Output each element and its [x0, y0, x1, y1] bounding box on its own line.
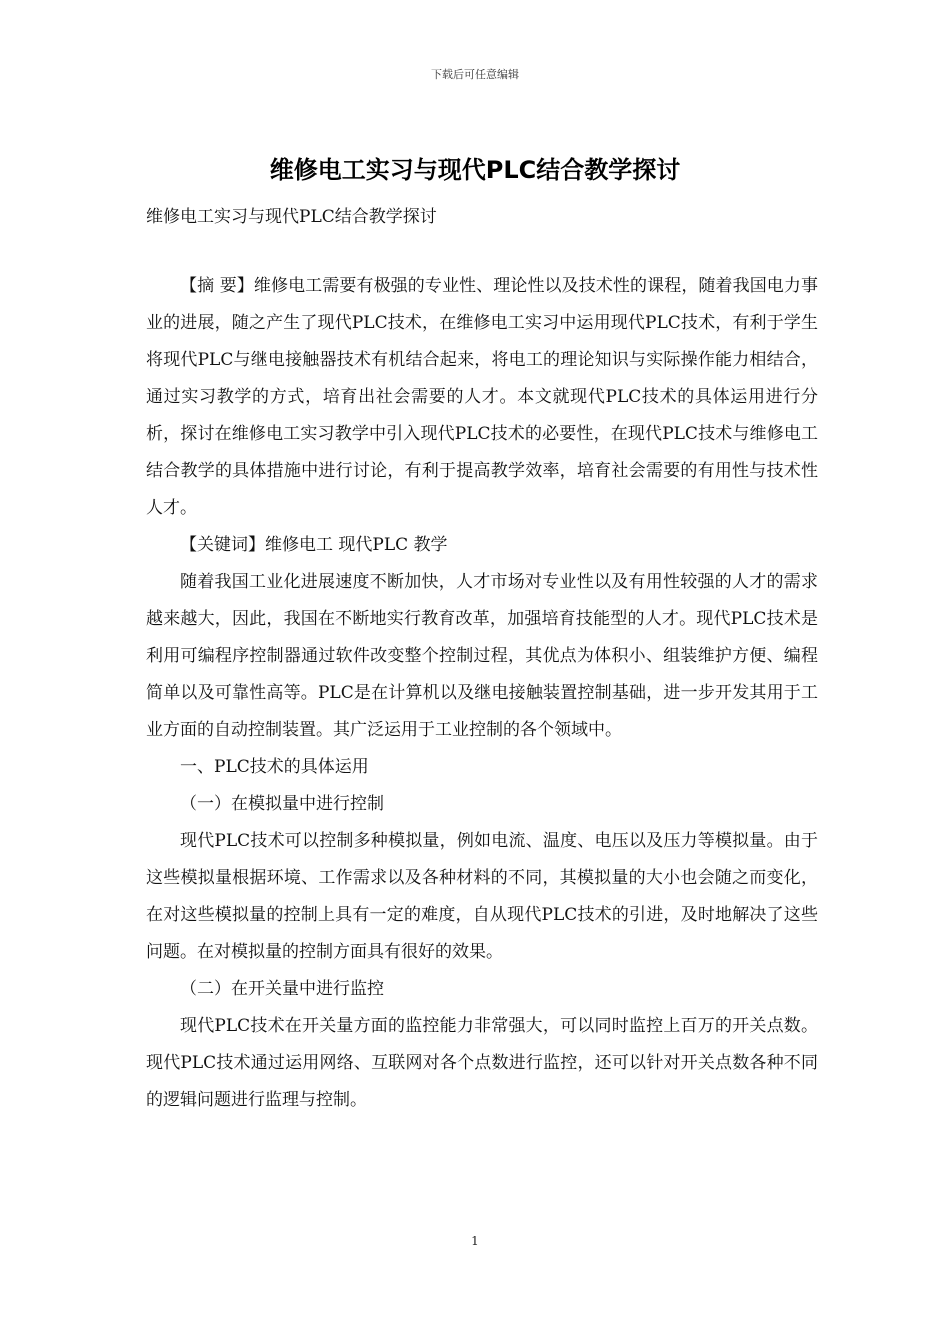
abstract-paragraph: 【摘 要】维修电工需要有极强的专业性、理论性以及技术性的课程，随着我国电力事业的进展，随之产生了现代PLC技术，在维修电工实习中运用现代PLC技术，有利于学生将现代PLC与继电接触器技术有机结合起来，将电工的理论知识与实际操作能力相结合，通过实习教学的方式，培育出社会需要的人才。本文就现代PLC技术的具体运用进行分析，探讨在维修电工实习教学中引入现代PLC技术的必要性，在现代PLC技术与维修电工结合教学的具体措施中进行讨论，有利于提高教学效率，培育社会需要的有用性与技术性人才。 — [146, 276, 818, 518]
section-heading: 一、PLC技术的具体运用 — [180, 757, 369, 777]
document-title: 维修电工实习与现代PLC结合教学探讨 — [269, 156, 681, 184]
document-body — [146, 268, 818, 1119]
intro-paragraph: 随着我国工业化进展速度不断加快，人才市场对专业性以及有用性较强的人才的需求越来越大，因此，我国在不断地实行教育改革，加强培育技能型的人才。现代PLC技术是利用可编程序控制器通过软件改变整个控制过程，其优点为体积小、组装维护方便、编程简单以及可靠性高等。PLC是在计算机以及继电接触装置控制基础，进一步开发其用于工业方面的自动控制装置。其广泛运用于工业控制的各个领域中。 — [146, 572, 818, 740]
body-paragraph: 现代PLC技术在开关量方面的监控能力非常强大，可以同时监控上百万的开关点数。现代PLC技术通过运用网络、互联网对各个点数进行监控，还可以针对开关点数各种不同的逻辑问题进行监理与控制。 — [146, 1016, 818, 1110]
body-paragraph: 现代PLC技术可以控制多种模拟量，例如电流、温度、电压以及压力等模拟量。由于这些模拟量根据环境、工作需求以及各种材料的不同，其模拟量的大小也会随之而变化，在对这些模拟量的控制上具有一定的难度，自从现代PLC技术的引进，及时地解决了这些问题。在对模拟量的控制方面具有很好的效果。 — [146, 831, 818, 962]
header-note: 下载后可任意编辑 — [431, 68, 519, 81]
page-number: 1 — [471, 1234, 479, 1248]
document-subtitle: 维修电工实习与现代PLC结合教学探讨 — [146, 207, 437, 227]
subsection-heading: （一）在模拟量中进行控制 — [180, 794, 384, 814]
subsection-heading: （二）在开关量中进行监控 — [180, 979, 384, 999]
keywords-paragraph: 【关键词】维修电工 现代PLC 教学 — [180, 535, 448, 555]
